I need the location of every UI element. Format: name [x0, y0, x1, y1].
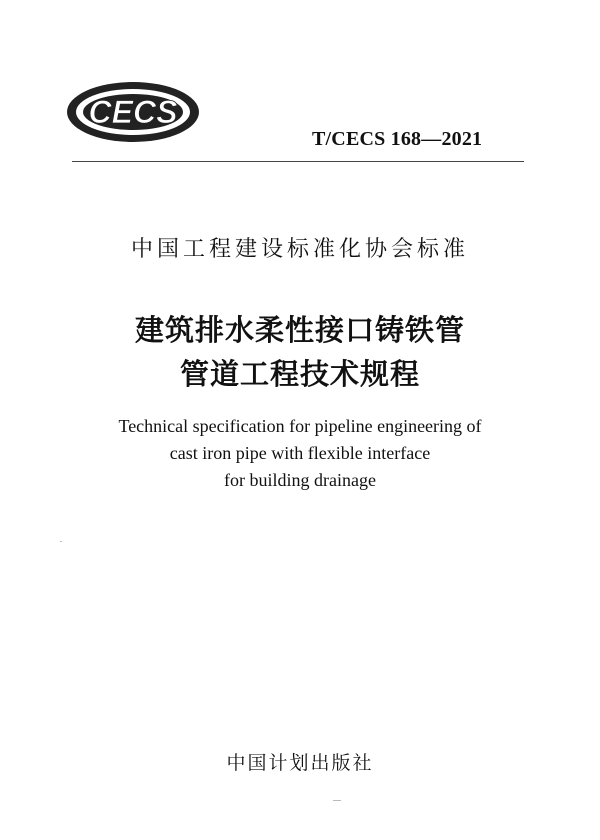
standard-number: T/CECS 168—2021 — [312, 128, 483, 150]
cecs-logo-icon — [62, 78, 204, 146]
title-zh-line-1: 建筑排水柔性接口铸铁管 — [134, 313, 465, 347]
publisher-name: 中国计划出版社 — [226, 752, 374, 774]
logo-text: CECS — [88, 94, 178, 130]
scan-speck — [333, 800, 341, 801]
title-en-line-2: cast iron pipe with flexible interface — [169, 443, 431, 463]
title-en-line-3: for building drainage — [224, 470, 376, 490]
header-divider — [72, 161, 524, 162]
title-zh-line-2: 管道工程技术规程 — [179, 357, 420, 391]
title-en-line-1: Technical specification for pipeline engineering of — [118, 416, 482, 436]
scan-speck — [60, 541, 62, 542]
association-standard-line: 中国工程建设标准化协会标准 — [130, 237, 469, 262]
